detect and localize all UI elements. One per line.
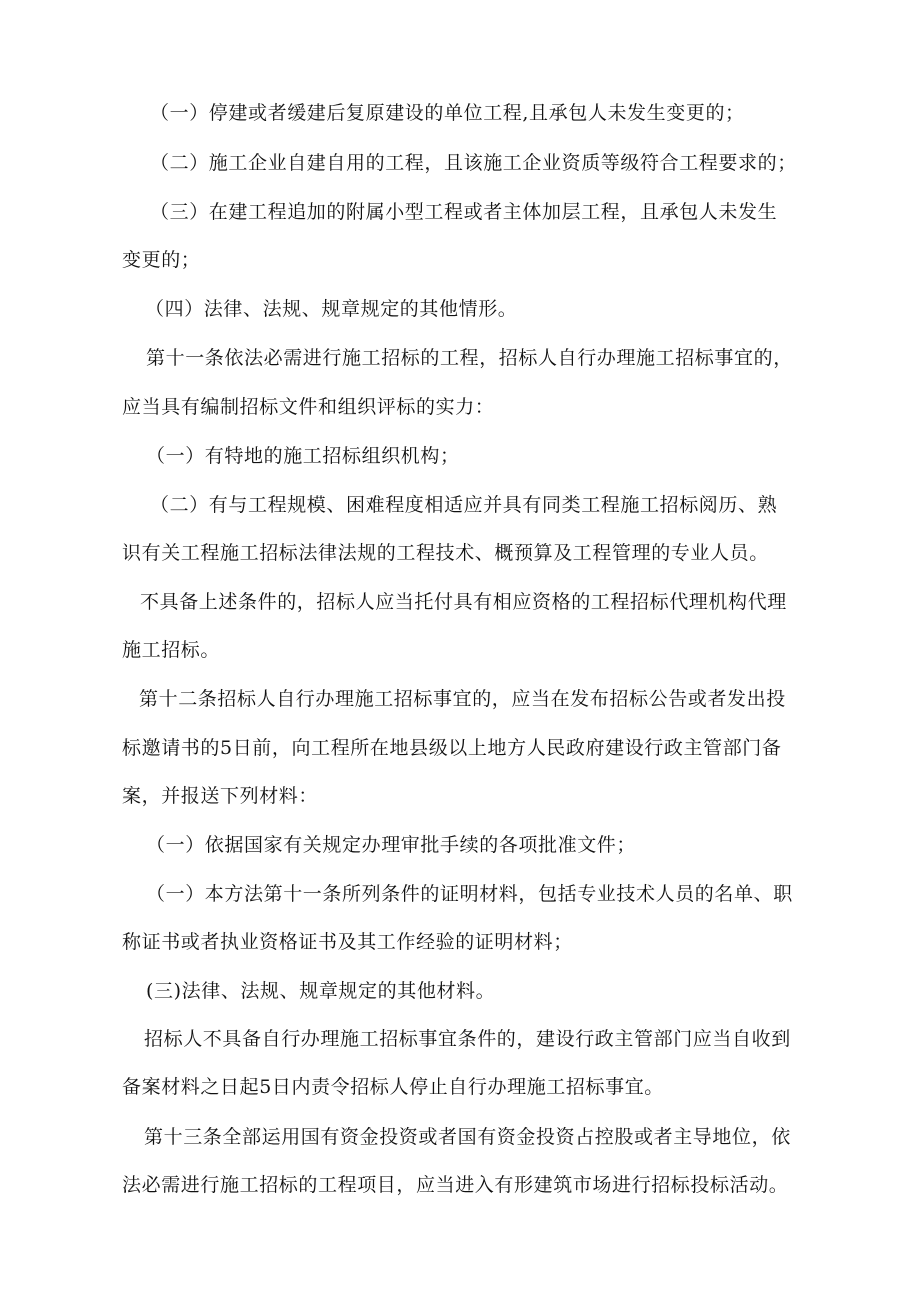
paragraph-line: 称证书或者执业资格证书及其工作经验的证明材料； <box>122 931 573 953</box>
paragraph-line: 不具备上述条件的，招标人应当托付具有相应资格的工程招标代理机构代理 <box>140 591 787 613</box>
paragraph-line: （一）有特地的施工招标组织机构； <box>146 445 460 467</box>
paragraph-line: 第十二条招标人自行办理施工招标事宜的，应当在发布招标公告或者发出投 <box>139 688 786 710</box>
paragraph-line: 第十一条依法必需进行施工招标的工程，招标人自行办理施工招标事宜的， <box>146 347 793 369</box>
paragraph-line: （三）在建工程追加的附属小型工程或者主体加层工程，且承包人未发生 <box>150 201 778 223</box>
paragraph-line: 变更的； <box>122 249 201 271</box>
paragraph-line: （二）有与工程规模、困难程度相适应并具有同类工程施工招标阅历、熟 <box>150 494 778 516</box>
paragraph-line: 第十三条全部运用国有资金投资或者国有资金投资占控股或者主导地位，依 <box>144 1126 791 1148</box>
paragraph-line: 案，并报送下列材料： <box>122 785 319 807</box>
paragraph-line: （四）法律、法规、规章规定的其他情形。 <box>145 298 518 320</box>
paragraph-line: （一）停建或者缓建后复原建设的单位工程,且承包人未发生变更的； <box>150 102 745 124</box>
paragraph-line: (三)法律、法规、规章规定的其他材料。 <box>146 980 496 1002</box>
paragraph-line: 标邀请书的5日前，向工程所在地县级以上地方人民政府建设行政主管部门备 <box>122 737 782 759</box>
paragraph-line: 法必需进行施工招标的工程项目，应当进入有形建筑市场进行招标投标活动。 <box>122 1174 789 1196</box>
paragraph-line: 备案材料之日起5日内责令招标人停止自行办理施工招标事宜。 <box>122 1076 664 1098</box>
paragraph-line: 识有关工程施工招标法律法规的工程技术、概预算及工程管理的专业人员。 <box>122 542 769 564</box>
paragraph-line: 应当具有编制招标文件和组织评标的实力： <box>122 396 495 418</box>
paragraph-line: （二）施工企业自建自用的工程，且该施工企业资质等级符合工程要求的； <box>150 152 797 174</box>
paragraph-line: （一）本方法第十一条所列条件的证明材料，包括专业技术人员的名单、职 <box>146 883 793 905</box>
paragraph-line: 施工招标。 <box>122 639 221 661</box>
paragraph-line: 招标人不具备自行办理施工招标事宜条件的，建设行政主管部门应当自收到 <box>144 1028 791 1050</box>
paragraph-line: （一）依据国家有关规定办理审批手续的各项批准文件； <box>146 834 637 856</box>
